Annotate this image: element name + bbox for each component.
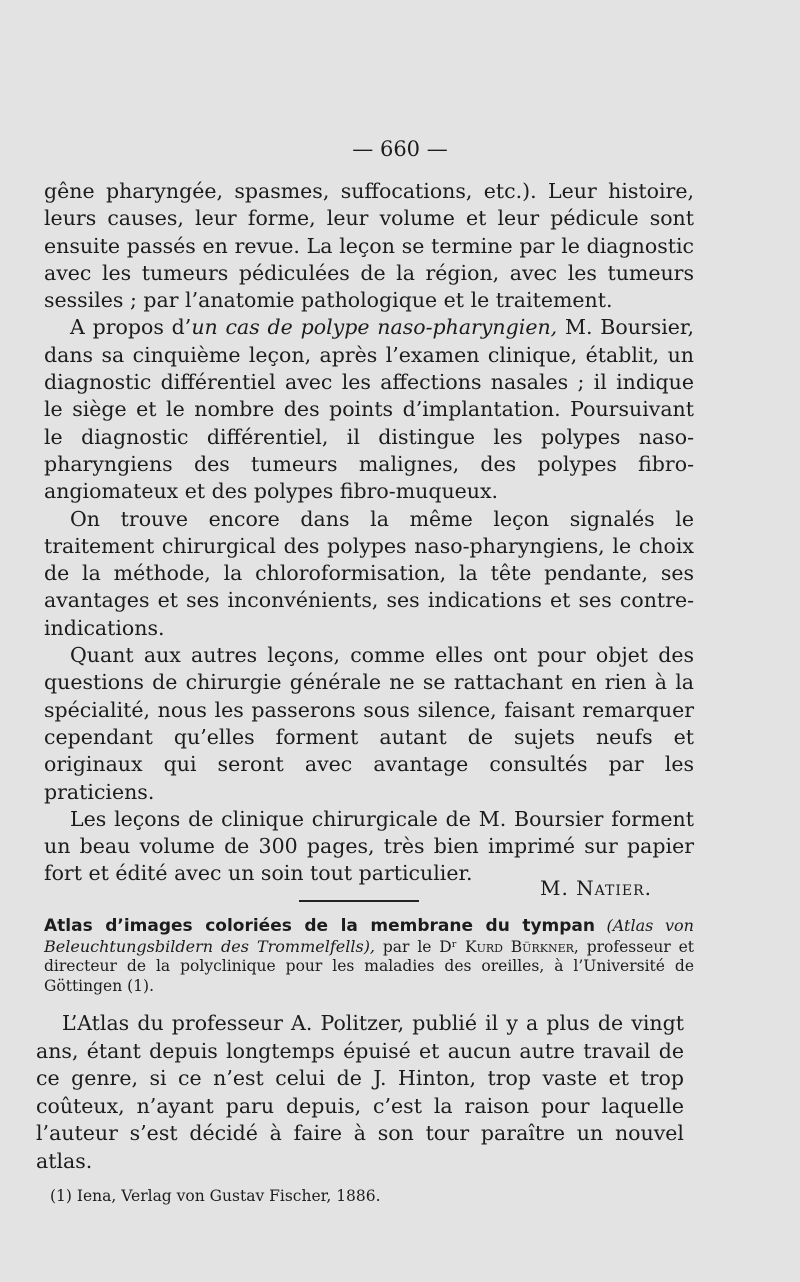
section-divider <box>299 900 419 902</box>
review-author-details: professeur et directeur de la polyclinique pour les maladies des oreilles, à l’Université de Göttingen (1). <box>44 937 694 995</box>
paragraph-2: A propos d’un cas de polype naso-pharyngien, M. Boursier, dans sa cinquième leçon, après l’examen clinique, établit, un diagnostic différentiel avec les affections nasales ; il indique le siège et le nombre des points d’implantation. Poursuivant le diagnostic différentiel, il distingue les polypes naso-pharyngiens des tumeurs malignes, des polypes fibro-angiomateux et des polypes fibro-muqueux. <box>44 315 694 504</box>
review-author: Kurd Bürkner, <box>464 937 579 956</box>
paragraph-1: gêne pharyngée, spasmes, suffocations, etc.). Leur histoire, leurs causes, leur forme, leur volume et leur pédicule sont ensuite passés en revue. La leçon se termine par le diagnostic avec les tumeurs pédiculées de la région, avec les tumeurs sessiles ; par l’anatomie pathologique et le traitement. <box>44 179 694 313</box>
review-body <box>36 1010 684 1175</box>
paragraph-4: Quant aux autres leçons, comme elles ont pour objet des questions de chirurgie générale ne se rattachant en rien à la spécialité, nous les passerons sous silence, faisant remarquer cependant qu’elles forment autant de sujets neufs et originaux qui seront avec avantage consultés par les praticiens. <box>44 643 694 804</box>
signature: M. Natier. <box>539 876 652 900</box>
review-title: Atlas d’images coloriées de la membrane du tympan <box>44 916 595 936</box>
review-header: Atlas d’images coloriées de la membrane du tympan (Atlas von Beleuchtungsbildern des Trommelfells), par le Dʳ Kurd Bürkner, professeur et directeur de la polyclinique pour les maladies des oreilles, à l’Université de Göttingen (1). <box>44 916 694 995</box>
page-number: — 660 — <box>352 137 448 161</box>
review-title-german: (Atlas von Beleuchtungsbildern des Trommelfells), <box>44 916 694 956</box>
review-text <box>44 178 694 888</box>
paragraph-5: Les leçons de clinique chirurgicale de M. Boursier forment un beau volume de 300 pages, très bien imprimé sur papier fort et édité avec un soin tout particulier. <box>44 806 694 886</box>
footnote: (1) Iena, Verlag von Gustav Fischer, 1886. <box>50 1187 381 1205</box>
paragraph-3: On trouve encore dans la même leçon signalés le traitement chirurgical des polypes naso-pharyngiens, le choix de la méthode, la chloroformisation, la tête pendante, ses avantages et ses inconvénients, ses indications et ses contre-indications. <box>44 506 694 640</box>
review-paragraph: L’Atlas du professeur A. Politzer, publié il y a plus de vingt ans, étant depuis longtemps épuisé et aucun autre travail de ce genre, si ce n’est celui de J. Hinton, trop vaste et trop coûteux, n’ayant paru depuis, c’est la raison pour laquelle l’auteur s’est décidé à faire à son tour paraître un nouvel atlas. <box>36 1011 684 1173</box>
italic-title: un cas de polype naso-pharyngien, <box>191 315 558 340</box>
